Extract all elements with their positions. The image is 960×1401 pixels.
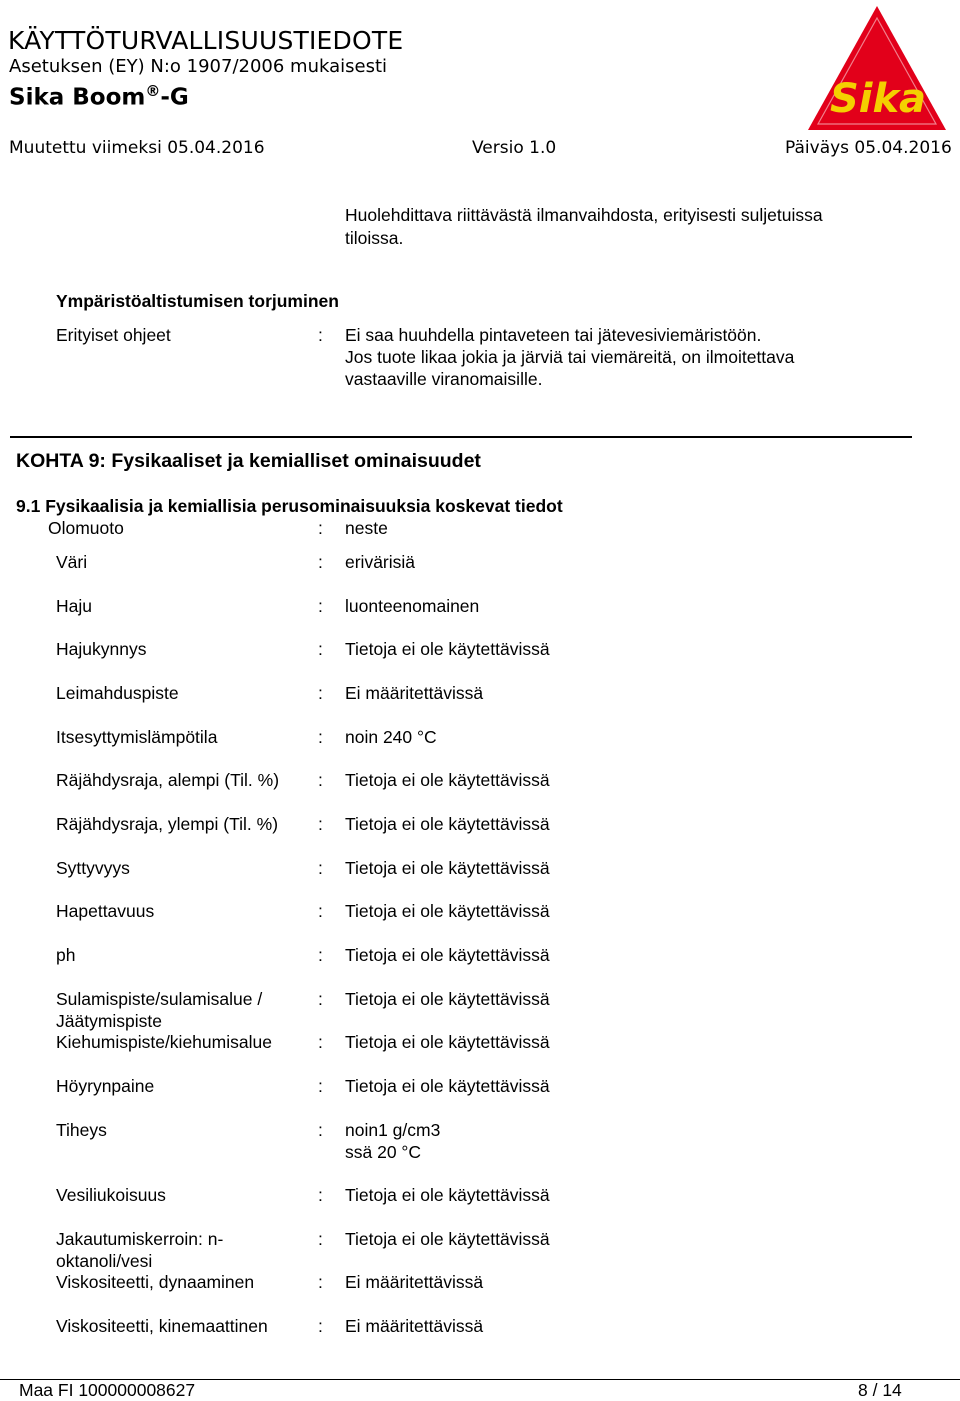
property-value: [345, 726, 437, 748]
property-value: [345, 988, 550, 1010]
property-value-line: Tietoja ei ole käytettävissä: [345, 901, 550, 921]
property-label: [56, 682, 179, 704]
property-colon: :: [318, 683, 323, 703]
ventilation-text-line1: Huolehdittava riittävästä ilmanvaihdosta, erityisesti suljetuissa: [345, 205, 823, 225]
state-value: neste: [345, 518, 388, 538]
special-instructions-line2: Jos tuote likaa jokia ja järviä tai viemäreitä, on ilmoitettava: [345, 347, 795, 367]
property-value: [345, 595, 479, 617]
property-colon: :: [318, 814, 323, 834]
property-colon: :: [318, 1229, 323, 1249]
property-colon: :: [318, 1185, 323, 1205]
sika-logo: [806, 4, 948, 132]
property-label-line: Viskositeetti, kinemaattinen: [56, 1316, 268, 1336]
property-label-line: Hapettavuus: [56, 901, 155, 921]
section-divider: [10, 436, 912, 438]
property-colon: :: [318, 1076, 323, 1096]
property-value: [345, 813, 550, 835]
property-colon: :: [318, 770, 323, 790]
issue-date: Päiväys 05.04.2016: [785, 138, 952, 158]
property-label-line: Väri: [56, 552, 88, 572]
state-label: Olomuoto: [48, 518, 124, 538]
property-value-line: ssä 20 °C: [345, 1142, 422, 1162]
property-value-line: Ei määritettävissä: [345, 683, 484, 703]
property-label-line: Vesiliukoisuus: [56, 1185, 166, 1205]
property-label-line: Jäätymispiste: [56, 1011, 163, 1031]
property-colon: :: [318, 945, 323, 965]
property-colon: :: [318, 727, 323, 747]
logo-text: Sika: [829, 76, 927, 122]
property-label-line: Syttyvyys: [56, 858, 130, 878]
product-name-suffix: -G: [160, 84, 189, 111]
special-instructions-colon: :: [318, 325, 323, 345]
special-instructions-label: Erityiset ohjeet: [56, 325, 171, 345]
property-value: [345, 1228, 550, 1250]
property-label-line: Höyrynpaine: [56, 1076, 155, 1096]
property-colon: :: [318, 1032, 323, 1052]
product-name: [9, 82, 189, 111]
version: Versio 1.0: [472, 138, 557, 158]
property-value: [345, 1075, 550, 1097]
property-colon: :: [318, 639, 323, 659]
property-value: [345, 1315, 483, 1337]
property-value: [345, 900, 550, 922]
property-value-line: Tietoja ei ole käytettävissä: [345, 1032, 550, 1052]
property-label: [56, 1271, 254, 1293]
property-label: [56, 900, 154, 922]
property-label: [56, 988, 262, 1032]
ventilation-text-line2: tiloissa.: [345, 228, 404, 248]
property-value-line: Tietoja ei ole käytettävissä: [345, 1185, 550, 1205]
property-value: [345, 857, 550, 879]
special-instructions-line3: vastaaville viranomaisille.: [345, 369, 543, 389]
property-label-line: Viskositeetti, dynaaminen: [56, 1272, 255, 1292]
property-colon: :: [318, 1272, 323, 1292]
property-value-line: erivärisiä: [345, 552, 416, 572]
property-value-line: luonteenomainen: [345, 596, 480, 616]
footer-page-number: 8 / 14: [858, 1380, 902, 1400]
property-label-line: Hajukynnys: [56, 639, 147, 659]
property-label-line: Jakautumiskerroin: n-: [56, 1229, 224, 1249]
regulation-subtitle: Asetuksen (EY) N:o 1907/2006 mukaisesti: [9, 56, 388, 77]
property-colon: :: [318, 858, 323, 878]
property-value-line: Tietoja ei ole käytettävissä: [345, 989, 550, 1009]
property-label-line: Itsesyttymislämpötila: [56, 727, 218, 747]
property-value-line: Ei määritettävissä: [345, 1272, 484, 1292]
property-value: [345, 944, 550, 966]
property-label-line: oktanoli/vesi: [56, 1251, 153, 1271]
property-value: [345, 551, 415, 573]
property-value: [345, 769, 550, 791]
property-label-line: Tiheys: [56, 1120, 107, 1140]
subsection-9-1-title: 9.1 Fysikaalisia ja kemiallisia perusominaisuuksia koskevat tiedot: [16, 496, 563, 516]
property-label-line: Leimahduspiste: [56, 683, 179, 703]
property-value: [345, 1271, 483, 1293]
document-title: KÄYTTÖTURVALLISUUSTIEDOTE: [8, 26, 404, 55]
property-label: [56, 1228, 223, 1272]
property-label-line: Sulamispiste/sulamisalue /: [56, 989, 263, 1009]
property-label: [56, 551, 87, 573]
state-colon: :: [318, 518, 323, 538]
property-label-line: Räjähdysraja, alempi (Til. %): [56, 770, 280, 790]
property-label-line: Kiehumispiste/kiehumisalue: [56, 1032, 272, 1052]
property-label: [56, 1031, 272, 1053]
property-value-line: Ei määritettävissä: [345, 1316, 484, 1336]
property-colon: :: [318, 901, 323, 921]
revision-date: Muutettu viimeksi 05.04.2016: [9, 138, 265, 158]
property-value: [345, 1031, 550, 1053]
property-value-line: Tietoja ei ole käytettävissä: [345, 639, 550, 659]
property-colon: :: [318, 1316, 323, 1336]
property-value-line: Tietoja ei ole käytettävissä: [345, 770, 550, 790]
property-label: [56, 638, 146, 660]
property-value-line: Tietoja ei ole käytettävissä: [345, 1229, 550, 1249]
product-name-text: Sika Boom: [9, 84, 146, 111]
special-instructions-line1: Ei saa huuhdella pintaveteen tai jätevesiviemäristöön.: [345, 325, 762, 345]
property-label-line: ph: [56, 945, 76, 965]
property-colon: :: [318, 989, 323, 1009]
property-colon: :: [318, 596, 323, 616]
property-label: [56, 1075, 154, 1097]
property-value: [345, 1119, 440, 1163]
property-colon: :: [318, 552, 323, 572]
property-label: [56, 595, 92, 617]
property-label-line: Haju: [56, 596, 92, 616]
property-label: [56, 857, 130, 879]
property-colon: :: [318, 1120, 323, 1140]
section-9-title: KOHTA 9: Fysikaaliset ja kemialliset ominaisuudet: [16, 450, 481, 472]
property-label-line: Räjähdysraja, ylempi (Til. %): [56, 814, 279, 834]
property-label: [56, 726, 217, 748]
property-label: [56, 944, 75, 966]
property-label: [56, 1184, 166, 1206]
property-label: [56, 813, 278, 835]
property-value: [345, 1184, 550, 1206]
footer-country-id: Maa FI 100000008627: [19, 1380, 196, 1400]
property-value-line: Tietoja ei ole käytettävissä: [345, 945, 550, 965]
property-label: [56, 1315, 268, 1337]
property-value-line: noin 240 °C: [345, 727, 437, 747]
property-label: [56, 1119, 107, 1141]
property-value: [345, 682, 483, 704]
property-value-line: Tietoja ei ole käytettävissä: [345, 1076, 550, 1096]
property-value: [345, 638, 550, 660]
environment-heading: Ympäristöaltistumisen torjuminen: [56, 291, 339, 311]
property-value-line: noin1 g/cm3: [345, 1120, 441, 1140]
trademark-symbol: ®: [145, 82, 161, 100]
property-value-line: Tietoja ei ole käytettävissä: [345, 858, 550, 878]
property-value-line: Tietoja ei ole käytettävissä: [345, 814, 550, 834]
property-label: [56, 769, 279, 791]
